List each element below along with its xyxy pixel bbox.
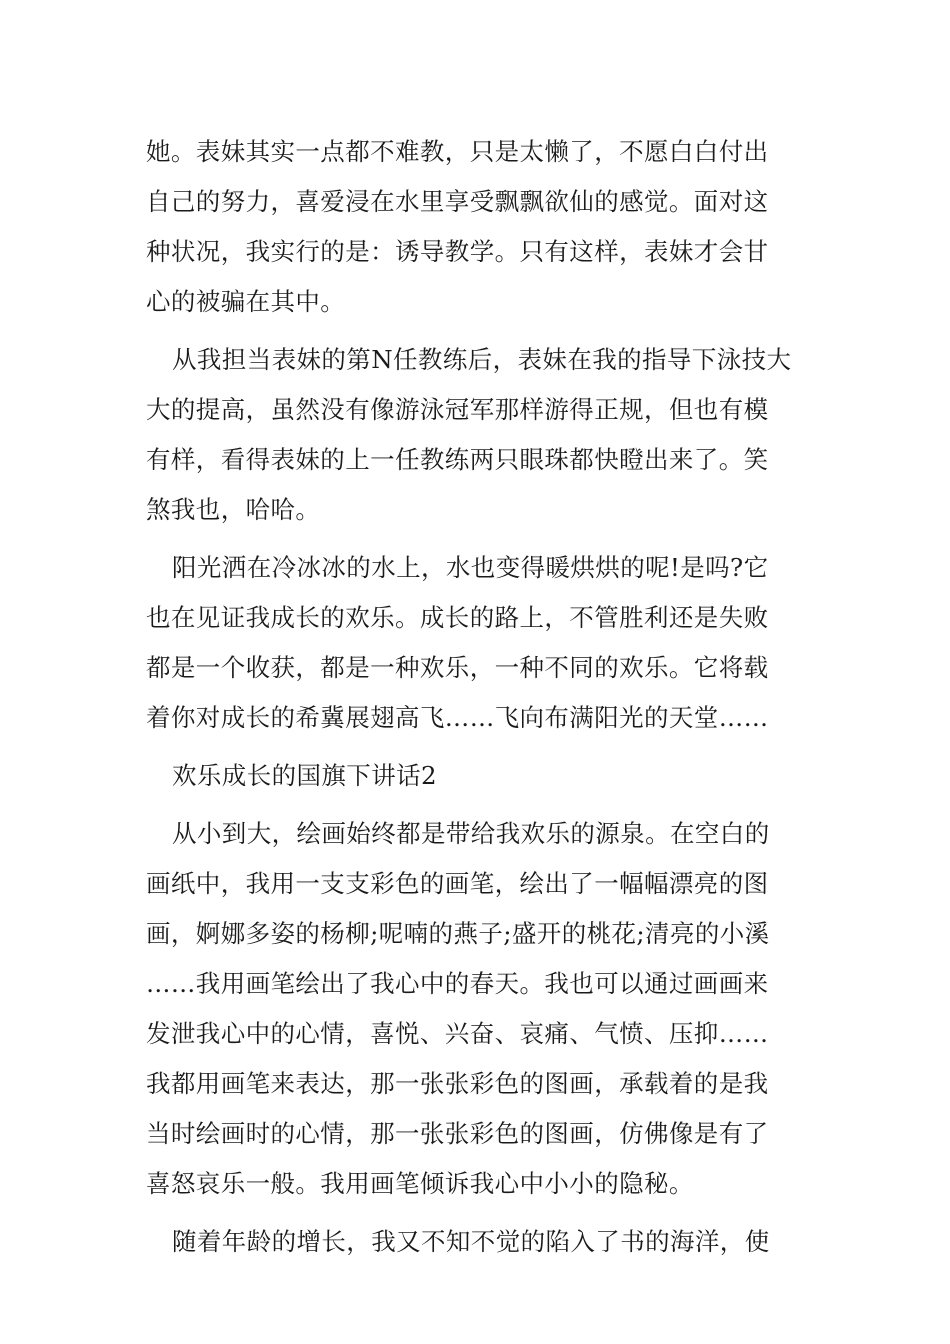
text-line: 画纸中，我用一支支彩色的画笔，绘出了一幅幅漂亮的图 (146, 869, 769, 898)
text-line: 阳光洒在冷冰冰的水上，水也变得暖烘烘的呢!是吗?它 (172, 553, 769, 582)
text-line: 当时绘画时的心情，那一张张彩色的图画，仿佛像是有了 (146, 1119, 769, 1148)
paragraph-4 (146, 809, 810, 1209)
text-line: 都是一个收获，都是一种欢乐，一种不同的欢乐。它将载 (146, 653, 769, 682)
section-heading (146, 751, 810, 801)
text-line: 喜怒哀乐一般。我用画笔倾诉我心中小小的隐秘。 (146, 1169, 694, 1198)
document-page (146, 127, 810, 1275)
text-line: 从小到大，绘画始终都是带给我欢乐的源泉。在空白的 (172, 819, 770, 848)
text-line: ……我用画笔绘出了我心中的春天。我也可以通过画画来 (146, 969, 769, 998)
text-line: 也在见证我成长的欢乐。成长的路上，不管胜利还是失败 (146, 603, 769, 632)
text-line: 大的提高，虽然没有像游泳冠军那样游得正规，但也有模 (146, 395, 769, 424)
text-line: 从我担当表妹的第N任教练后，表妹在我的指导下泳技大 (172, 345, 792, 374)
heading-line: 欢乐成长的国旗下讲话2 (172, 761, 437, 790)
text-line: 发泄我心中的心情，喜悦、兴奋、哀痛、气愤、压抑…… (146, 1019, 769, 1048)
text-line: 她。表妹其实一点都不难教，只是太懒了，不愿白白付出 (146, 137, 769, 166)
paragraph-3 (146, 543, 810, 743)
text-line: 心的被骗在其中。 (146, 287, 346, 316)
paragraph-2 (146, 335, 810, 535)
text-line: 我都用画笔来表达，那一张张彩色的图画，承载着的是我 (146, 1069, 769, 1098)
text-line: 着你对成长的希冀展翅高飞……飞向布满阳光的天堂…… (146, 703, 769, 732)
paragraph-1 (146, 127, 810, 327)
text-line: 画，婀娜多姿的杨柳;呢喃的燕子;盛开的桃花;清亮的小溪 (146, 919, 770, 948)
paragraph-5 (146, 1217, 810, 1267)
text-line: 随着年龄的增长，我又不知不觉的陷入了书的海洋，使 (172, 1227, 770, 1256)
text-line: 自己的努力，喜爱浸在水里享受飘飘欲仙的感觉。面对这 (146, 187, 769, 216)
text-line: 有样，看得表妹的上一任教练两只眼珠都快瞪出来了。笑 (146, 445, 769, 474)
text-line: 种状况，我实行的是：诱导教学。只有这样，表妹才会甘 (146, 237, 769, 266)
text-line: 煞我也，哈哈。 (146, 495, 321, 524)
